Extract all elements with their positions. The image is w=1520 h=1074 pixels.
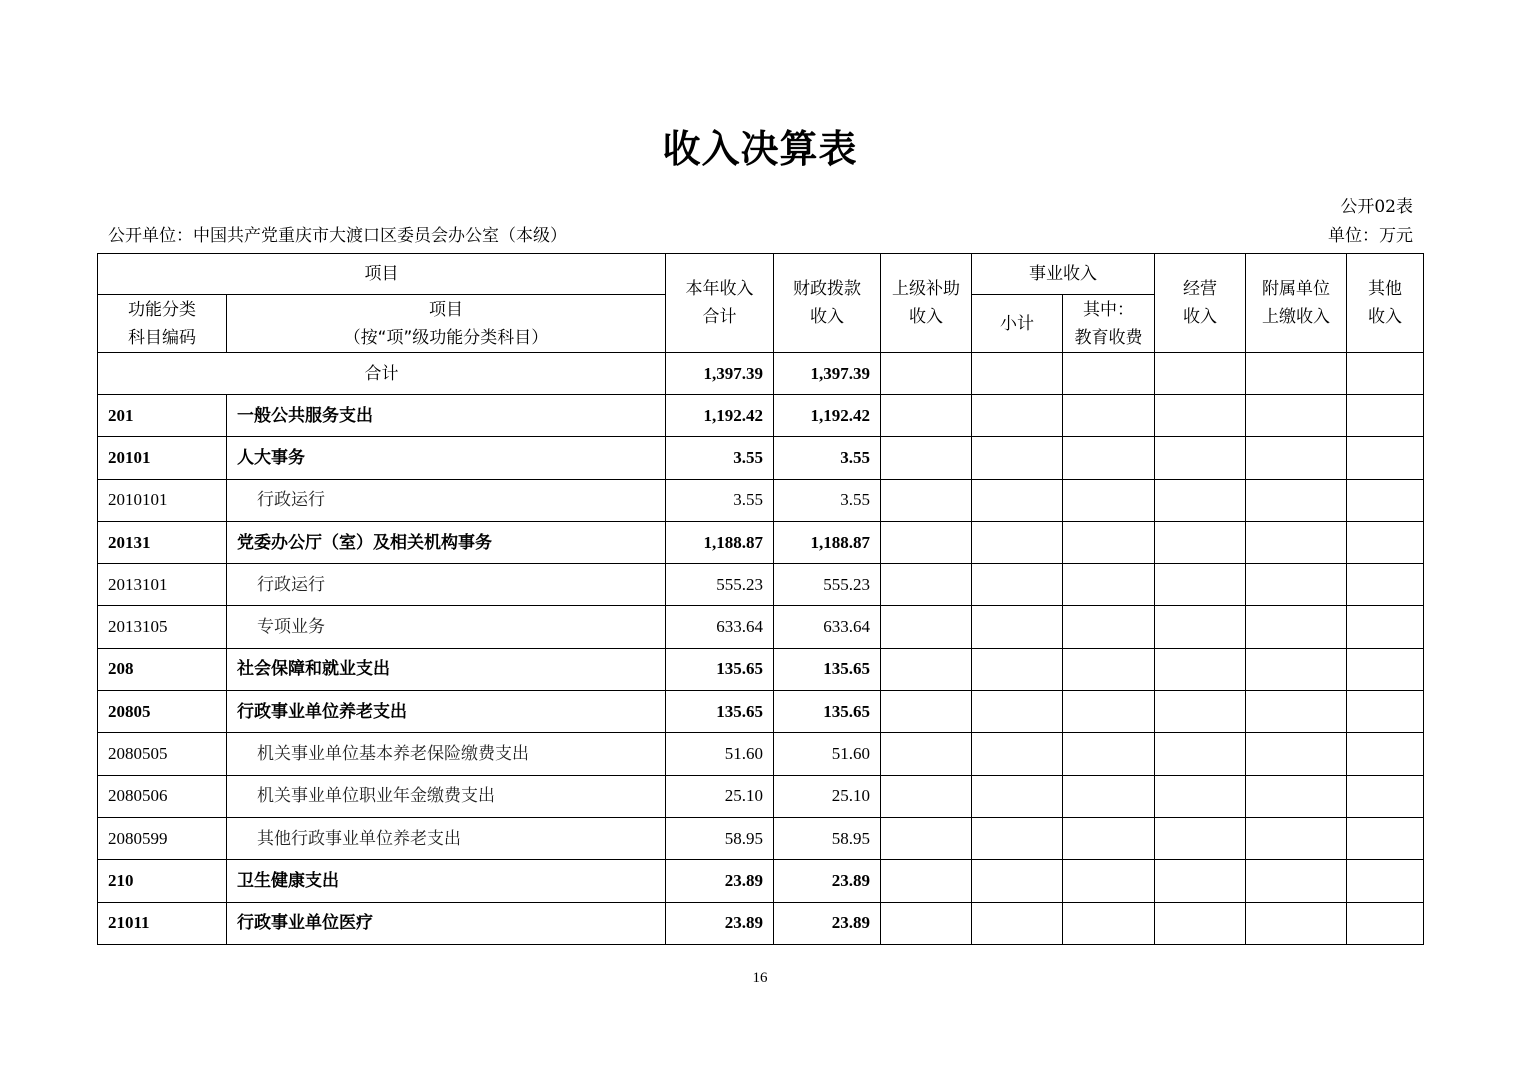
- row-code: 20131: [98, 521, 227, 563]
- row-name: 机关事业单位基本养老保险缴费支出: [227, 733, 666, 775]
- header-affiliated: 附属单位 上缴收入: [1246, 254, 1347, 353]
- total-income-value: 1,397.39: [666, 353, 774, 395]
- row-fiscal: 51.60: [774, 733, 881, 775]
- table-row: [98, 733, 1424, 775]
- empty-cell: [881, 860, 972, 902]
- table-row: [98, 860, 1424, 902]
- row-fiscal: 58.95: [774, 817, 881, 859]
- empty-cell: [1063, 902, 1155, 944]
- empty-cell: [881, 437, 972, 479]
- row-total-income: 1,192.42: [666, 395, 774, 437]
- empty-cell: [1347, 479, 1424, 521]
- row-fiscal: 25.10: [774, 775, 881, 817]
- income-table: [97, 253, 1424, 945]
- empty-cell: [972, 564, 1063, 606]
- table-row: [98, 606, 1424, 648]
- empty-cell: [1155, 521, 1246, 563]
- row-name: 其他行政事业单位养老支出: [227, 817, 666, 859]
- page-number: 16: [752, 970, 768, 986]
- table-row: [98, 395, 1424, 437]
- empty-cell: [1155, 479, 1246, 521]
- row-name: 行政运行: [227, 479, 666, 521]
- table-row: [98, 564, 1424, 606]
- empty-cell: [881, 775, 972, 817]
- header-superior: 上级补助 收入: [881, 254, 972, 353]
- header-edu-fee: 其中： 教育收费: [1063, 295, 1155, 353]
- row-code: 208: [98, 648, 227, 690]
- row-total-income: 3.55: [666, 437, 774, 479]
- row-total-income: 135.65: [666, 648, 774, 690]
- table-row: [98, 691, 1424, 733]
- empty-cell: [972, 733, 1063, 775]
- empty-cell: [972, 521, 1063, 563]
- table-row: [98, 479, 1424, 521]
- empty-cell: [1155, 775, 1246, 817]
- empty-cell: [881, 395, 972, 437]
- empty-cell: [1063, 606, 1155, 648]
- header-item: 项目 （按“项”级功能分类科目）: [227, 295, 666, 353]
- empty-cell: [972, 437, 1063, 479]
- empty-cell: [1063, 648, 1155, 690]
- empty-cell: [1246, 521, 1347, 563]
- header-subtotal: 小计: [972, 295, 1063, 353]
- row-name: 机关事业单位职业年金缴费支出: [227, 775, 666, 817]
- row-total-income: 23.89: [666, 860, 774, 902]
- row-code: 201: [98, 395, 227, 437]
- table-row: [98, 521, 1424, 563]
- empty-cell: [881, 648, 972, 690]
- empty-cell: [1155, 817, 1246, 859]
- empty-cell: [1155, 733, 1246, 775]
- empty-cell: [881, 691, 972, 733]
- row-total-income: 135.65: [666, 691, 774, 733]
- empty-cell: [1155, 691, 1246, 733]
- empty-cell: [881, 564, 972, 606]
- empty-cell: [1246, 648, 1347, 690]
- total-label: 合计: [98, 353, 666, 395]
- empty-cell: [972, 479, 1063, 521]
- row-fiscal: 135.65: [774, 691, 881, 733]
- row-code: 2010101: [98, 479, 227, 521]
- empty-cell: [881, 733, 972, 775]
- row-name: 党委办公厅（室）及相关机构事务: [227, 521, 666, 563]
- empty-cell: [881, 479, 972, 521]
- empty-cell: [1347, 606, 1424, 648]
- header-project: 项目: [98, 254, 666, 295]
- empty-cell: [1155, 648, 1246, 690]
- empty-cell: [1063, 564, 1155, 606]
- empty-cell: [1246, 691, 1347, 733]
- row-code: 2013105: [98, 606, 227, 648]
- empty-cell: [1246, 395, 1347, 437]
- empty-cell: [972, 648, 1063, 690]
- table-row: [98, 902, 1424, 944]
- empty-cell: [1246, 606, 1347, 648]
- empty-cell: [1246, 775, 1347, 817]
- empty-cell: [972, 902, 1063, 944]
- empty-cell: [1347, 775, 1424, 817]
- page-title: 收入决算表: [662, 127, 858, 171]
- empty-cell: [1347, 521, 1424, 563]
- empty-cell: [1063, 733, 1155, 775]
- row-fiscal: 23.89: [774, 860, 881, 902]
- row-fiscal: 23.89: [774, 902, 881, 944]
- empty-cell: [1347, 860, 1424, 902]
- empty-cell: [1246, 733, 1347, 775]
- empty-cell: [1063, 775, 1155, 817]
- row-total-income: 555.23: [666, 564, 774, 606]
- empty-cell: [972, 860, 1063, 902]
- empty-cell: [1155, 902, 1246, 944]
- row-code: 210: [98, 860, 227, 902]
- header-other: 其他 收入: [1347, 254, 1424, 353]
- row-total-income: 633.64: [666, 606, 774, 648]
- header-total-income: 本年收入 合计: [666, 254, 774, 353]
- table-row: [98, 817, 1424, 859]
- empty-cell: [1246, 902, 1347, 944]
- empty-cell: [1246, 564, 1347, 606]
- empty-cell: [1246, 860, 1347, 902]
- empty-cell: [972, 395, 1063, 437]
- empty-cell: [1063, 521, 1155, 563]
- empty-cell: [1063, 395, 1155, 437]
- empty-cell: [1246, 817, 1347, 859]
- empty-cell: [1155, 564, 1246, 606]
- row-code: 20101: [98, 437, 227, 479]
- empty-cell: [1347, 902, 1424, 944]
- row-code: 21011: [98, 902, 227, 944]
- row-fiscal: 3.55: [774, 479, 881, 521]
- empty-cell: [1347, 691, 1424, 733]
- form-number: 公开02表: [1340, 197, 1413, 217]
- total-fiscal-value: 1,397.39: [774, 353, 881, 395]
- row-total-income: 1,188.87: [666, 521, 774, 563]
- empty-cell: [1063, 479, 1155, 521]
- row-total-income: 51.60: [666, 733, 774, 775]
- empty-cell: [1155, 606, 1246, 648]
- empty-cell: [881, 606, 972, 648]
- empty-cell: [972, 606, 1063, 648]
- empty-cell: [1347, 648, 1424, 690]
- empty-cell: [1347, 564, 1424, 606]
- empty-cell: [881, 521, 972, 563]
- table-row: [98, 775, 1424, 817]
- empty-cell: [1246, 437, 1347, 479]
- empty-cell: [881, 817, 972, 859]
- row-name: 一般公共服务支出: [227, 395, 666, 437]
- row-code: 2080506: [98, 775, 227, 817]
- header-fiscal: 财政拨款 收入: [774, 254, 881, 353]
- row-name: 社会保障和就业支出: [227, 648, 666, 690]
- header-operating: 经营 收入: [1155, 254, 1246, 353]
- empty-cell: [1063, 437, 1155, 479]
- row-total-income: 23.89: [666, 902, 774, 944]
- row-name: 专项业务: [227, 606, 666, 648]
- empty-cell: [1246, 479, 1347, 521]
- row-name: 行政事业单位养老支出: [227, 691, 666, 733]
- reporting-unit: 公开单位：中国共产党重庆市大渡口区委员会办公室（本级）: [108, 226, 567, 246]
- empty-cell: [972, 817, 1063, 859]
- row-total-income: 3.55: [666, 479, 774, 521]
- empty-cell: [1347, 437, 1424, 479]
- currency-unit: 单位：万元: [1328, 226, 1413, 246]
- empty-cell: [881, 902, 972, 944]
- empty-cell: [1347, 733, 1424, 775]
- empty-cell: [1347, 395, 1424, 437]
- total-row: [98, 353, 1424, 395]
- table-row: [98, 437, 1424, 479]
- row-code: 20805: [98, 691, 227, 733]
- empty-cell: [972, 775, 1063, 817]
- row-name: 人大事务: [227, 437, 666, 479]
- row-fiscal: 633.64: [774, 606, 881, 648]
- table-row: [98, 648, 1424, 690]
- empty-cell: [1063, 860, 1155, 902]
- empty-cell: [1155, 437, 1246, 479]
- header-func-code: 功能分类 科目编码: [98, 295, 227, 353]
- empty-cell: [1347, 817, 1424, 859]
- row-code: 2080505: [98, 733, 227, 775]
- row-name: 卫生健康支出: [227, 860, 666, 902]
- empty-cell: [1063, 691, 1155, 733]
- empty-cell: [1155, 395, 1246, 437]
- row-fiscal: 135.65: [774, 648, 881, 690]
- row-code: 2013101: [98, 564, 227, 606]
- empty-cell: [972, 691, 1063, 733]
- row-fiscal: 3.55: [774, 437, 881, 479]
- row-name: 行政运行: [227, 564, 666, 606]
- row-name: 行政事业单位医疗: [227, 902, 666, 944]
- row-fiscal: 1,192.42: [774, 395, 881, 437]
- row-fiscal: 555.23: [774, 564, 881, 606]
- row-code: 2080599: [98, 817, 227, 859]
- empty-cell: [1155, 860, 1246, 902]
- row-total-income: 25.10: [666, 775, 774, 817]
- header-public-service: 事业收入: [972, 254, 1155, 295]
- row-total-income: 58.95: [666, 817, 774, 859]
- empty-cell: [1063, 817, 1155, 859]
- row-fiscal: 1,188.87: [774, 521, 881, 563]
